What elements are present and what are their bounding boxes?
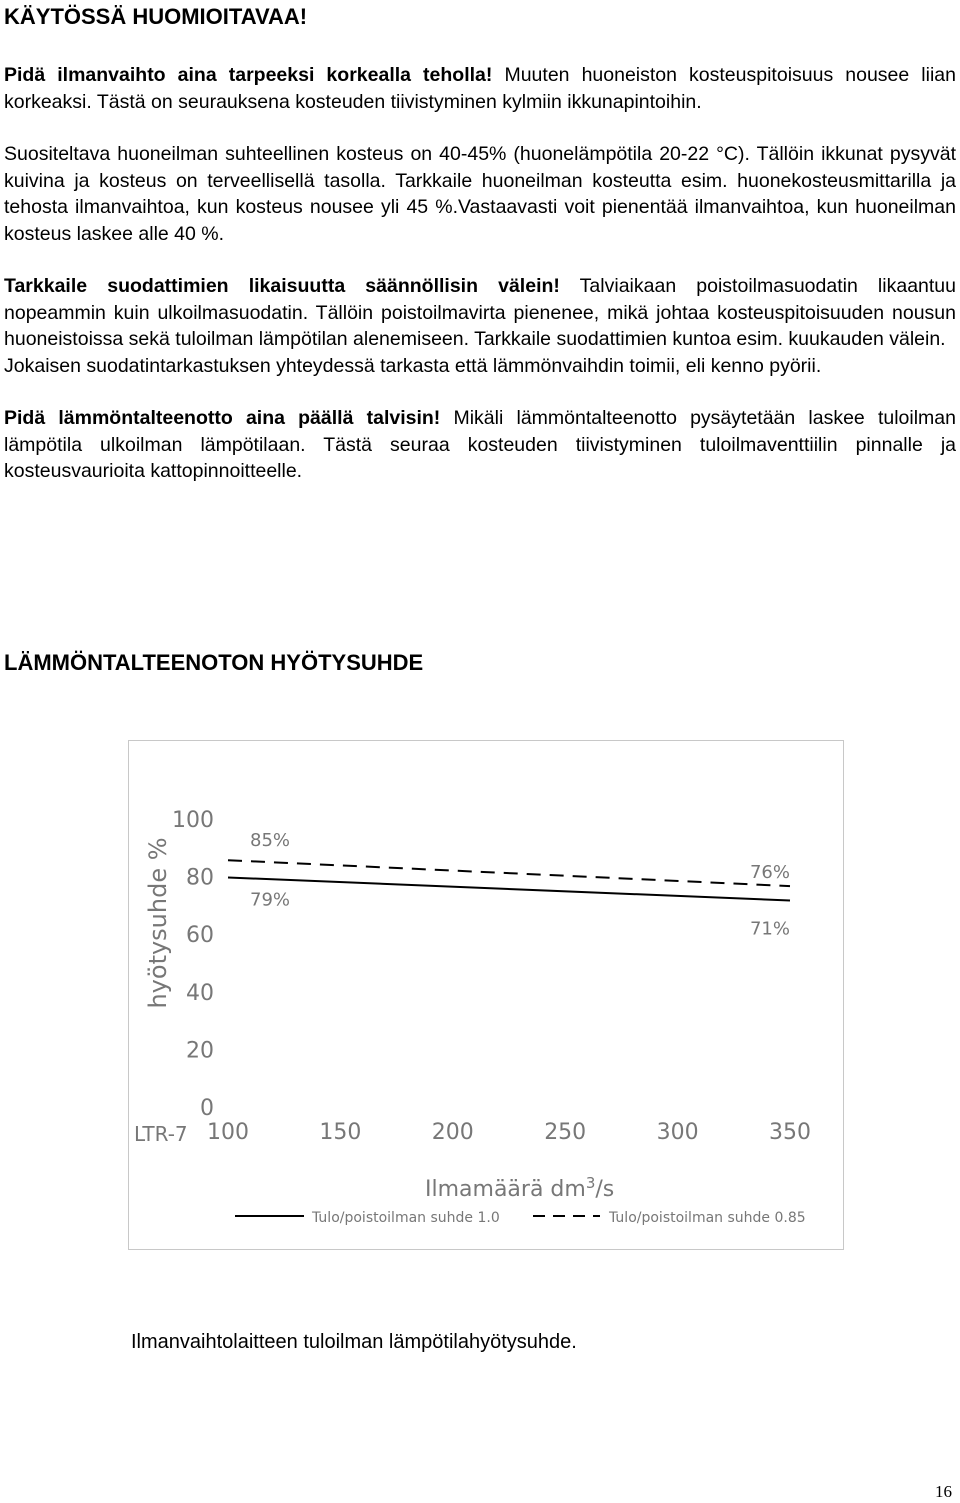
ventilation-text: Muuten huoneiston kosteuspitoisuus nousee liian korkeaksi. Tästä on seurauksena kosteuden tiivistyminen kylmiin ikkunapintoihin. [4, 64, 956, 113]
y-tick-label: 40 [186, 980, 214, 1006]
x-tick-label: 250 [544, 1120, 587, 1145]
filters-text: Talviaikaan poistoilmasuodatin likaantuu nopeammin kuin ulkoilmasuodatin. Tällöin poistoilmavirta pienenee, mikä johtaa kosteuspitoisuuden nousun huoneistoissa sekä tuloilman lämpötilan alenemiseen. Tarkkaile suodattimien kuntoa esim. kuukauden välein. [4, 275, 956, 350]
x-axis-label-sup: 3 [585, 1174, 596, 1192]
x-tick-label: 150 [319, 1120, 362, 1145]
legend-solid-label: Tulo/poistoilman suhde 1.0 [312, 1210, 500, 1226]
heat-recovery-text: Mikäli lämmöntalteenotto pysäytetään laskee tuloilman lämpötila ulkoilman lämpötilaan. Tästä seuraa kosteuden tiivistyminen tuloilmaventtiilin pinnalle ja kosteusvaurioita kattopinnoitteelle. [4, 407, 956, 482]
y-tick-label: 60 [186, 923, 214, 949]
x-axis-label [425, 1174, 614, 1202]
x-tick-label: 200 [431, 1120, 474, 1145]
usage-notes [4, 62, 956, 485]
ventilation-warning: Pidä ilmanvaihto aina tarpeeksi korkealla teholla! [4, 64, 493, 86]
efficiency-chart-frame [128, 740, 844, 1250]
filters-warning: Tarkkaile suodattimien likaisuutta säännöllisin välein! [4, 275, 560, 297]
y-tick-label: 100 [172, 808, 214, 833]
y-tick-label: 20 [186, 1038, 214, 1064]
section-title-efficiency: LÄMMÖNTALTEENOTON HYÖTYSUHDE [4, 650, 424, 675]
paragraph-heat-recovery [4, 405, 956, 485]
series-end-label: 76% [749, 862, 790, 884]
efficiency-chart [129, 741, 845, 1251]
y-tick-label: 80 [186, 865, 214, 891]
heat-recovery-warning: Pidä lämmöntalteenotto aina päällä talvisin! [4, 407, 441, 429]
legend-dashed-label: Tulo/poistoilman suhde 0.85 [609, 1210, 806, 1226]
series-start-label: 79% [250, 889, 291, 911]
series-start-label: 85% [250, 830, 291, 852]
section-title-usage: KÄYTÖSSÄ HUOMIOITAVAA! [4, 4, 308, 29]
model-label: LTR-7 [134, 1122, 188, 1146]
series-line-solid [228, 877, 790, 900]
series-end-label: 71% [749, 918, 790, 940]
paragraph-heat-exchanger: Jokaisen suodatintarkastuksen yhteydessä tarkasta että lämmönvaihdin toimii, eli kenno pyörii. [4, 354, 822, 377]
paragraph-humidity: Suositeltava huoneilman suhteellinen kosteus on 40-45% (huonelämpötila 20-22 °C). Tällöin ikkunat pysyvät kuivina ja kosteus on terveellisellä tasolla. Tarkkaile huoneilman kosteutta esim. huonekosteusmittarilla ja tehosta ilmanvaihtoa, kun kosteus nousee yli 45 %.Vastaavasti voit pienentää ilmanvaihtoa, kun huoneilman kosteus laskee alle 40 %. [4, 143, 956, 245]
paragraph-filters [4, 273, 956, 353]
x-tick-label: 300 [656, 1120, 699, 1145]
x-tick-label: 350 [769, 1120, 811, 1145]
x-tick-label: 100 [207, 1120, 249, 1145]
chart-caption: Ilmanvaihtolaitteen tuloilman lämpötilahyötysuhde. [131, 1331, 577, 1353]
x-axis-label-tail: /s [595, 1177, 615, 1202]
page-number: 16 [935, 1482, 952, 1501]
series-line-dashed [228, 860, 790, 886]
x-axis-label-main: Ilmamäärä dm [425, 1177, 586, 1202]
y-tick-label: 0 [200, 1096, 214, 1121]
y-axis-label: hyötysuhde % [144, 837, 172, 1009]
paragraph-ventilation [4, 62, 956, 115]
